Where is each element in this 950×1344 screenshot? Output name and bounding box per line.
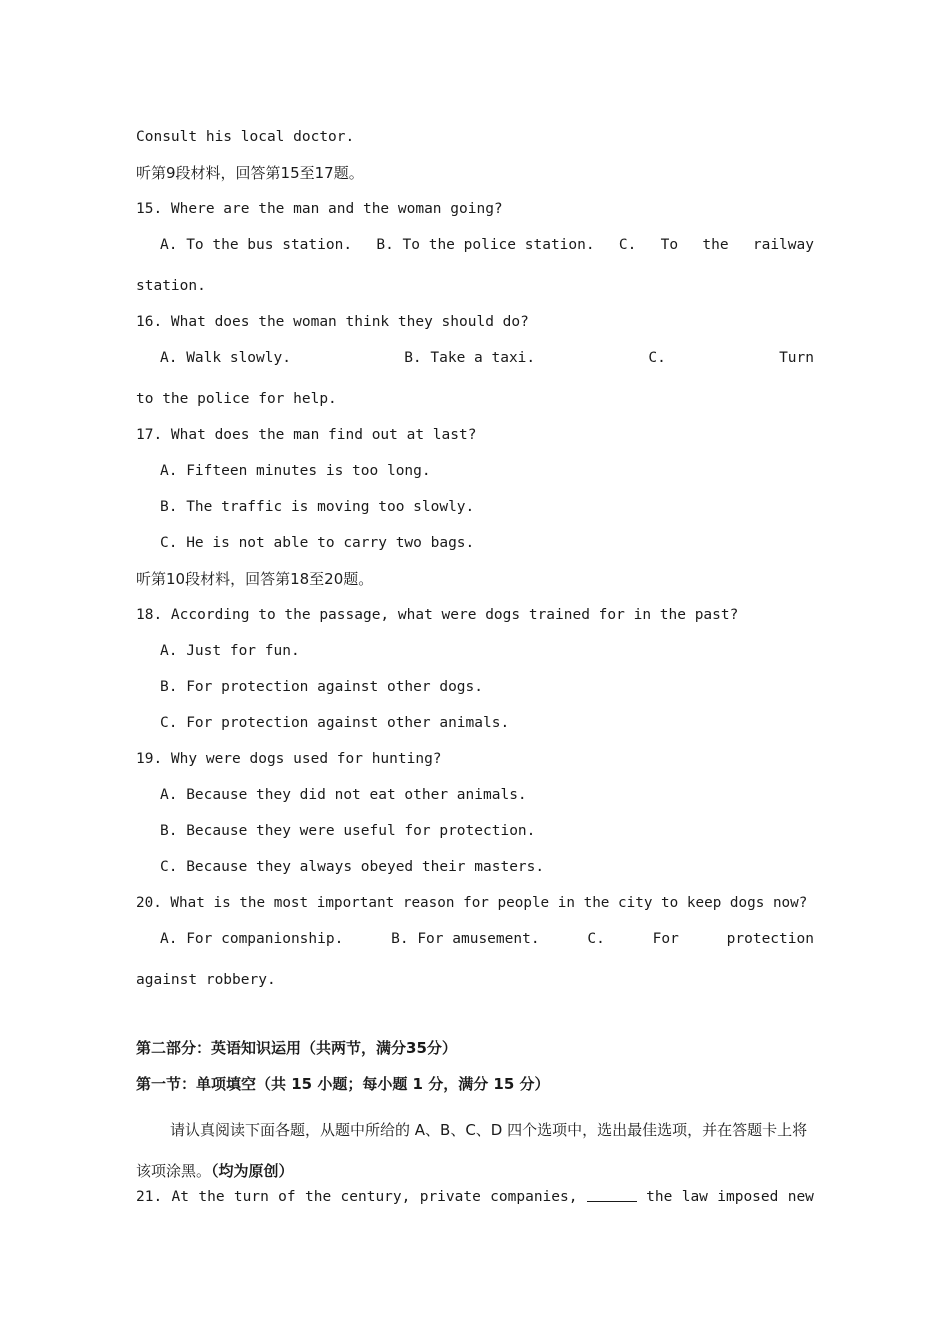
question-17: 17. What does the man find out at last? bbox=[136, 427, 477, 443]
option-b: B. For protection against other dogs. bbox=[160, 679, 484, 695]
option-a: A. To the bus station. bbox=[160, 237, 353, 253]
option-c-word: protection bbox=[726, 931, 814, 947]
instructions-text: 请认真阅读下面各题，从题中所给的 A、B、C、D 四个选项中，选出最佳选项，并在答题卡上将该项涂黑。 bbox=[136, 1121, 808, 1180]
option-c: C. For protection against other animals. bbox=[160, 715, 510, 731]
option-b: B. Because they were useful for protection. bbox=[160, 823, 536, 839]
option-continuation: station. bbox=[136, 278, 206, 294]
part-heading: 第二部分：英语知识运用（共两节，满分35分） bbox=[136, 1039, 457, 1057]
q21-word: 21. bbox=[136, 1189, 163, 1205]
option-b: B. The traffic is moving too slowly. bbox=[160, 499, 475, 515]
answer-blank bbox=[587, 1187, 637, 1202]
instructions-paragraph bbox=[136, 1110, 814, 1192]
options-20 bbox=[160, 929, 814, 949]
q21-word: turn bbox=[233, 1189, 269, 1205]
question-21 bbox=[136, 1187, 814, 1207]
q21-word: the bbox=[646, 1189, 673, 1205]
q21-word: imposed bbox=[717, 1189, 779, 1205]
q21-word: the bbox=[304, 1189, 332, 1205]
option-c-label: C. bbox=[587, 931, 605, 947]
option-b: B. For amusement. bbox=[391, 931, 540, 947]
question-19: 19. Why were dogs used for hunting? bbox=[136, 751, 442, 767]
question-16: 16. What does the woman think they should do? bbox=[136, 314, 529, 330]
option-b: B. Take a taxi. bbox=[404, 350, 536, 366]
q21-word: law bbox=[681, 1189, 708, 1205]
option-c-label: C. bbox=[648, 350, 666, 366]
section-heading: 听第10段材料，回答第18至20题。 bbox=[136, 570, 374, 588]
q21-word: At bbox=[171, 1189, 190, 1205]
option-c-word: For bbox=[652, 931, 679, 947]
option-continuation: against robbery. bbox=[136, 972, 276, 988]
option-c-word: the bbox=[702, 237, 729, 253]
option-c: C. He is not able to carry two bags. bbox=[160, 535, 475, 551]
option-c-word: To bbox=[660, 237, 679, 253]
option-b: B. To the police station. bbox=[376, 237, 595, 253]
options-16 bbox=[160, 348, 814, 368]
question-15: 15. Where are the man and the woman going? bbox=[136, 201, 503, 217]
q21-word: new bbox=[787, 1189, 814, 1205]
section-heading: 第一节：单项填空（共 15 小题；每小题 1 分，满分 15 分） bbox=[136, 1075, 550, 1093]
q21-word: of bbox=[278, 1189, 296, 1205]
question-20: 20. What is the most important reason for people in the city to keep dogs now? bbox=[136, 895, 808, 911]
option-c-word: Turn bbox=[779, 350, 814, 366]
option-a: A. Walk slowly. bbox=[160, 350, 291, 366]
q21-word: companies, bbox=[490, 1189, 578, 1205]
q21-word: the bbox=[198, 1189, 225, 1205]
option-c-word: railway bbox=[752, 237, 814, 253]
option-a: A. Just for fun. bbox=[160, 643, 300, 659]
question-18: 18. According to the passage, what were dogs trained for in the past? bbox=[136, 607, 739, 623]
option-a: A. Because they did not eat other animals. bbox=[160, 787, 527, 803]
section-heading: 听第9段材料，回答第15至17题。 bbox=[136, 164, 364, 182]
option-c-label: C. bbox=[618, 237, 637, 253]
option-a: A. For companionship. bbox=[160, 931, 344, 947]
q21-word: private bbox=[419, 1189, 481, 1205]
option-a: A. Fifteen minutes is too long. bbox=[160, 463, 431, 479]
q21-word: century, bbox=[340, 1189, 411, 1205]
option-continuation: to the police for help. bbox=[136, 391, 337, 407]
option-c: C. Because they always obeyed their masters. bbox=[160, 859, 545, 875]
options-15 bbox=[160, 235, 814, 255]
instructions-note: （均为原创） bbox=[211, 1162, 294, 1180]
option-line: Consult his local doctor. bbox=[136, 129, 355, 145]
